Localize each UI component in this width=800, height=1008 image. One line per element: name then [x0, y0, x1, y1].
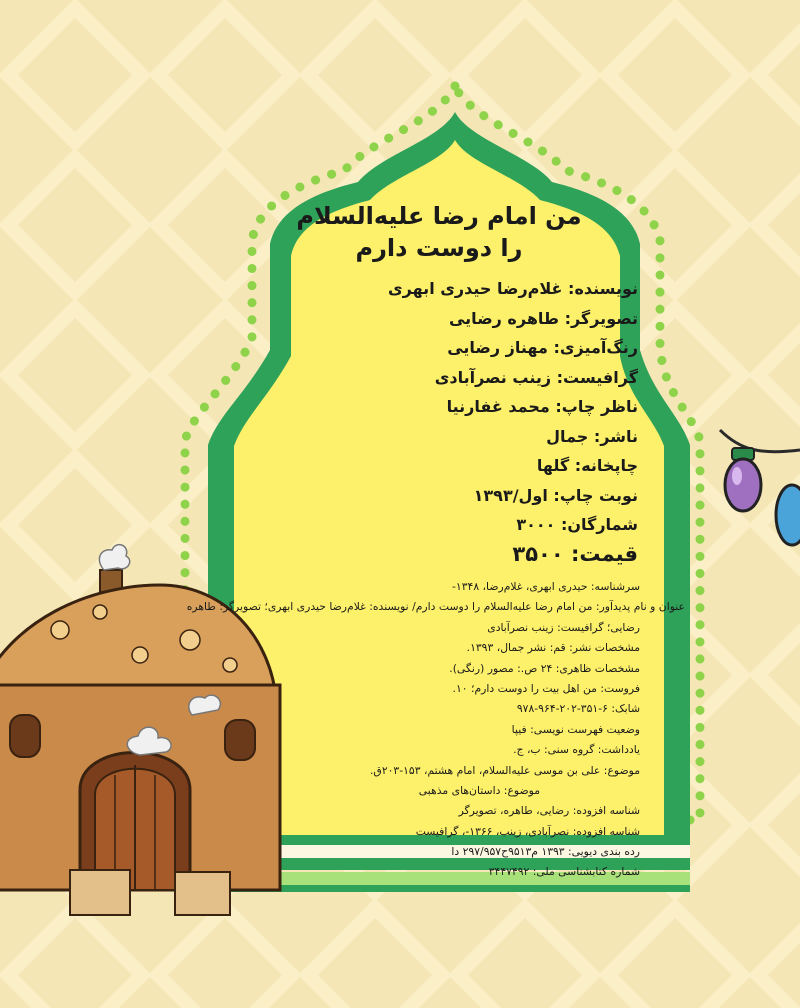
catalog-line: شناسه افزوده: نصرآبادی، زینب، ۱۳۶۶-، گرافیست [415, 824, 640, 838]
catalog-line: مشخصات ظاهری: ۲۴ ص.: مصور (رنگی). [449, 661, 640, 675]
credit-colorist: رنگ‌آمیزی: مهناز رضایی [447, 338, 638, 357]
credit-print-supervisor: ناظر چاپ: محمد غفارنیا [446, 397, 638, 416]
credit-author: نویسنده: غلام‌رضا حیدری ابهری [388, 279, 638, 298]
catalog-line: مشخصات نشر: قم: نشر جمال، ۱۳۹۳. [466, 641, 640, 655]
credit-publisher: ناشر: جمال [546, 426, 638, 446]
title-line-1: من امام رضا علیه‌السلام [296, 202, 582, 230]
credit-graphic-designer: گرافیست: زینب نصرآبادی [434, 367, 638, 387]
catalog-line: شماره کتابشناسی ملی: ۳۴۴۷۴۹۲ [488, 865, 640, 879]
credit-print-run: شمارگان: ۳۰۰۰ [516, 515, 638, 534]
credits-list [180, 274, 650, 569]
catalog-line: وضعیت فهرست نویسی: فیپا [511, 722, 640, 736]
catalog-line: رده بندی دیویی: ۱۳۹۳ م۹۵۱۳ح۲۹۷/۹۵۷ دا [451, 845, 640, 859]
catalog-line: فروست: من اهل بیت را دوست دارم؛ ۱۰. [452, 681, 640, 695]
book-title [204, 200, 674, 264]
catalog-line: عنوان و نام پدیدآور: من امام رضا علیه‌السلام را دوست دارم/ نویسنده: غلام‌رضا حیدری ابهری؛ تصویرگر: طاهره [186, 600, 685, 614]
catalog-line: موضوع: داستان‌های مذهبی [418, 783, 540, 797]
title-line-2: را دوست دارم [355, 234, 523, 262]
book-info-panel [180, 200, 685, 883]
catalog-line: رضایی؛ گرافیست: زینب نصرآبادی [487, 620, 640, 634]
credit-printing-house: چاپخانه: گلها [536, 456, 638, 475]
cataloging-data [180, 577, 685, 883]
credit-illustrator: تصویرگر: طاهره رضایی [448, 308, 638, 328]
price: قیمت: ۳۵۰۰ [512, 541, 638, 566]
catalog-line: یادداشت: گروه سنی: ب، ج. [513, 743, 640, 757]
catalog-line: موضوع: علی بن موسی علیه‌السلام، امام هشتم، ۱۵۳-۲۰۳ق. [370, 763, 640, 777]
credit-edition: نوبت چاپ: اول/۱۳۹۳ [473, 485, 638, 505]
catalog-line: شابک: ۶-۳۵۱-۲۰۲-۹۶۴-۹۷۸ [516, 702, 640, 716]
catalog-line: سرشناسه: حیدری ابهری، غلام‌رضا، ۱۳۴۸- [452, 580, 640, 593]
catalog-line: شناسه افزوده: رضایی، طاهره، تصویرگر [458, 804, 640, 818]
